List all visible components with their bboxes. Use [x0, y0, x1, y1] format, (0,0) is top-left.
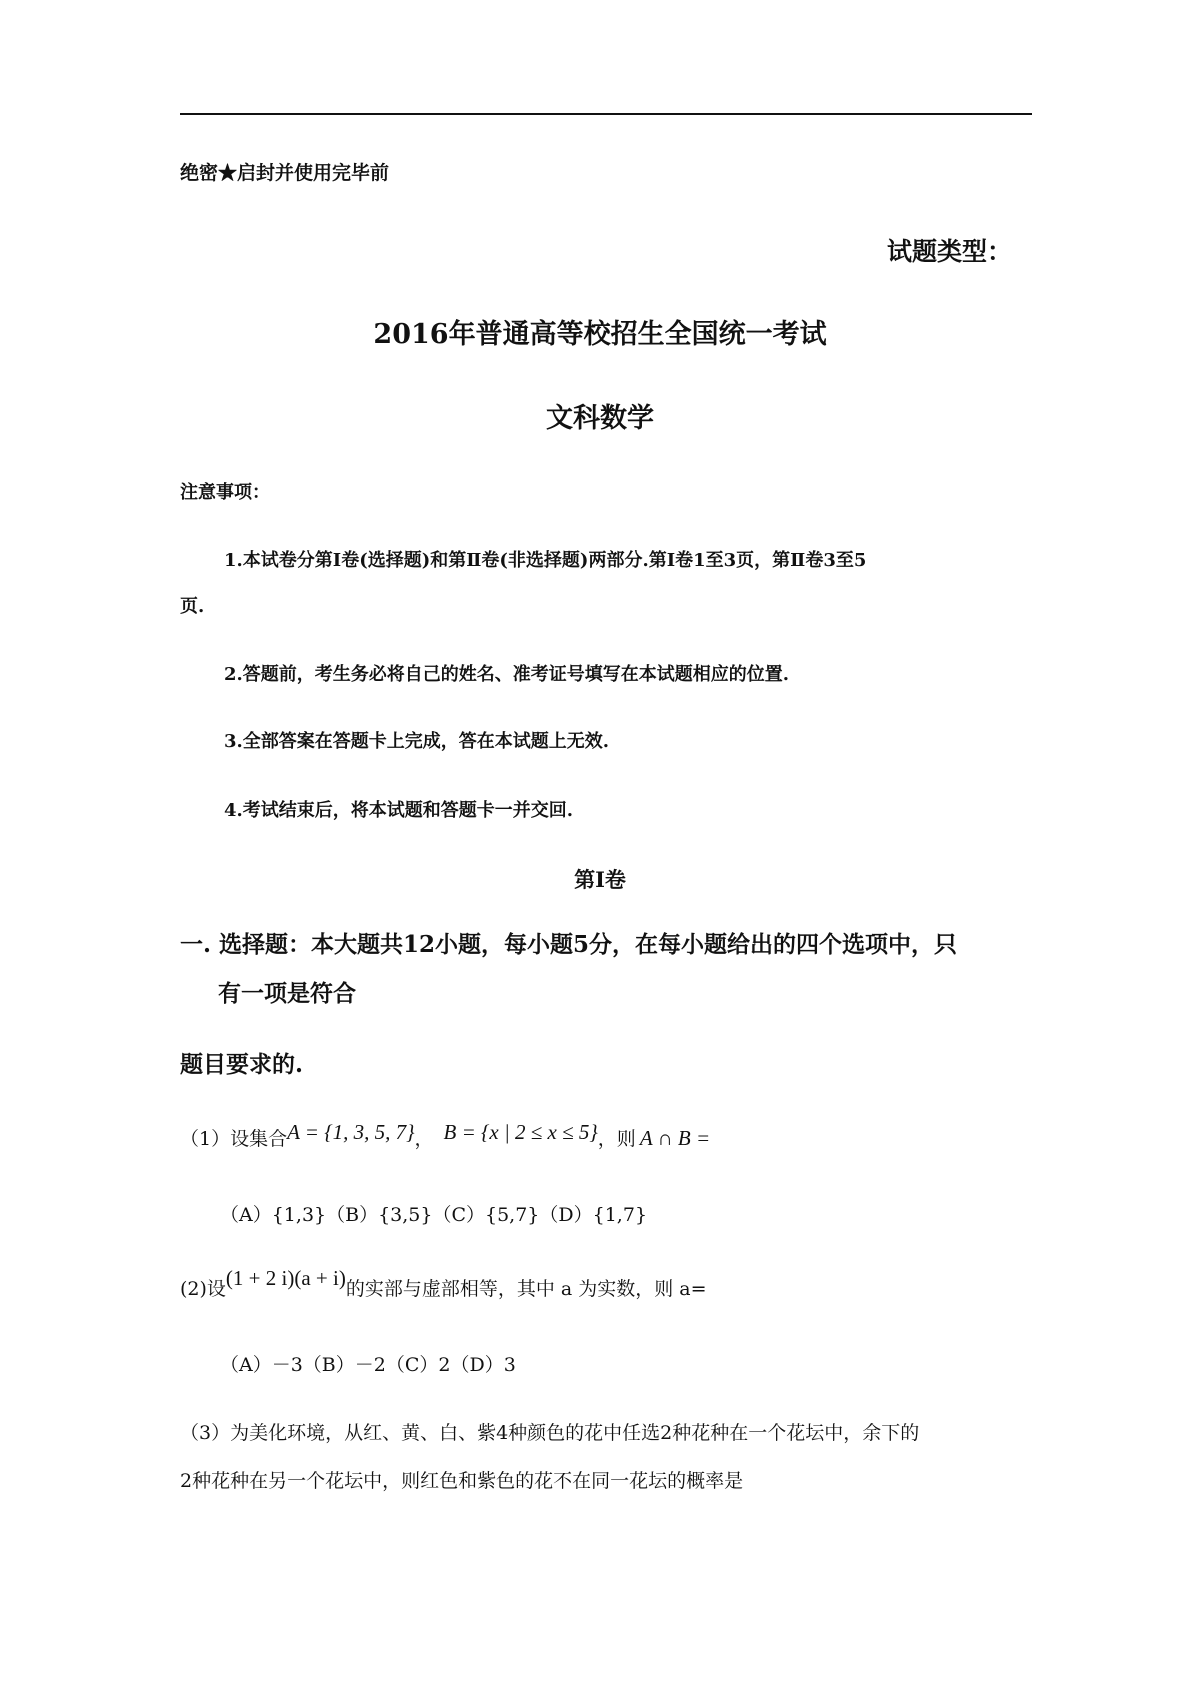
- question-type-label: 试题类型：: [886, 237, 1012, 266]
- question-1-comma: ，: [414, 1128, 434, 1150]
- question-1: [180, 1120, 711, 1151]
- section-heading-cont: 有一项是符合: [218, 980, 356, 1007]
- confidential-label: 绝密★启封并使用完毕前: [180, 162, 390, 184]
- notice-item-3: 3.全部答案在答题卡上完成，答在本试题上无效.: [224, 731, 610, 752]
- notice-item-1-cont: 页.: [180, 596, 205, 617]
- section-heading-end: 题目要求的.: [180, 1051, 304, 1078]
- question-2-prefix: (2)设: [180, 1278, 226, 1300]
- header-rule: [180, 113, 1032, 115]
- question-1-options: （A）{1,3}（B）{3,5}（C）{5,7}（D）{1,7}: [220, 1204, 648, 1226]
- question-1-prefix: （1）设集合: [180, 1128, 288, 1150]
- question-1-then: ，则: [597, 1128, 636, 1150]
- notice-item-2: 2.答题前，考生务必将自己的姓名、准考证号填写在本试题相应的位置.: [224, 664, 790, 685]
- notice-item-1: 1.本试卷分第Ⅰ卷(选择题)和第Ⅱ卷(非选择题)两部分.第Ⅰ卷1至3页，第Ⅱ卷3至5: [224, 550, 867, 571]
- notice-heading: 注意事项：: [180, 482, 270, 503]
- exam-subject: 文科数学: [546, 403, 654, 434]
- exam-title: 2016年普通高等校招生全国统一考试: [373, 319, 827, 350]
- intersection-formula: A ∩ B =: [639, 1126, 711, 1150]
- set-b-formula: B = {x | 2 ≤ x ≤ 5}: [443, 1120, 598, 1144]
- volume-heading: 第Ⅰ卷: [574, 867, 626, 892]
- question-2: [180, 1266, 707, 1301]
- question-3: （3）为美化环境，从红、黄、白、紫4种颜色的花中任选2种花种在一个花坛中，余下的: [180, 1422, 920, 1444]
- question-3-cont: 2种花种在另一个花坛中，则红色和紫色的花不在同一花坛的概率是: [180, 1470, 744, 1492]
- section-heading: 一. 选择题：本大题共12小题，每小题5分，在每小题给出的四个选项中，只: [180, 931, 958, 958]
- question-2-text: 的实部与虚部相等，其中 a 为实数，则 a=: [345, 1278, 707, 1300]
- set-a-formula: A = {1, 3, 5, 7}: [287, 1120, 415, 1144]
- complex-formula: (1 + 2 i)(a + i): [225, 1266, 346, 1290]
- question-2-options: （A）－3（B）－2（C）2（D）3: [220, 1354, 516, 1376]
- notice-item-4: 4.考试结束后，将本试题和答题卡一并交回.: [224, 800, 574, 821]
